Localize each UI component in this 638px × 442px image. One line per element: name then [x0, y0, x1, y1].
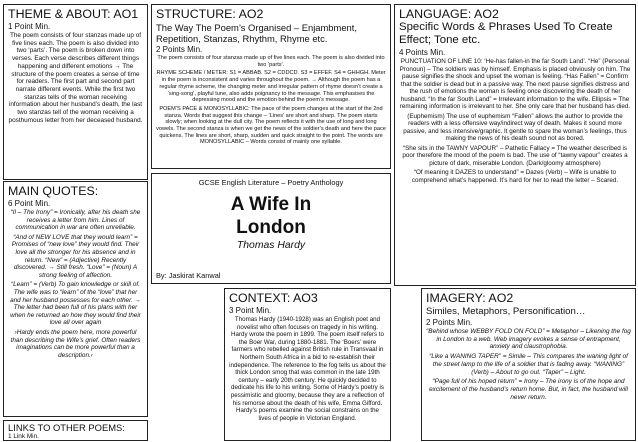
context-points: 3 Point Min. — [229, 306, 272, 315]
theme-body — [8, 32, 143, 124]
title-panel — [151, 173, 391, 284]
imagery-panel — [421, 288, 636, 441]
structure-title: STRUCTURE: AO2 — [156, 7, 264, 21]
theme-paragraph: The poem consists of four stanzas made up of five lines each. The poem is also divided into two ‘parts’. The poem is broken down into verses. Each verse describes different things happening and different emotions → The structure of the poem creates a sense of time for readers. The first part and second part narrate different events. While the first two stanzas tells of the woman receiving information about her husband’s death, the last two stanzas tell of the woman receiving a posthumous letter from her deceased husband. — [8, 32, 143, 124]
context-panel — [224, 288, 391, 441]
quotes-title: MAIN QUOTES: — [8, 184, 99, 198]
imagery-title: IMAGERY: AO2 — [426, 291, 514, 305]
structure-points: 2 Points Min. — [156, 45, 203, 54]
links-title: LINKS TO OTHER POEMS: — [8, 422, 125, 433]
author-credit: By: Jaskirat Kanwal — [156, 271, 221, 280]
course-label: GCSE English Literature – Poetry Anthology — [198, 178, 344, 187]
context-title: CONTEXT: AO3 — [229, 291, 318, 305]
structure-subtitle: The Way The Poem’s Organised – Enjambment, Repetition, Stanzas, Rhythm, Rhyme etc. — [156, 22, 357, 44]
imagery-points: 2 Points Min. — [426, 318, 473, 327]
language-paragraph: PUNCTUATION OF LINE 10: ‘He-has fallen-in the far South Land’. “He” (Personal Pronoun) – The soldiers was by himself. Emphasis is placed obviously on him. The pause signifies the shock and upset the woman is feeling. “Has Fallen” = Confirm that the soldier is dead but in a passive way. The next pause signifies distress and the rush of emotions the woman is feeling once discovering the death of her husband. “In the far South Land” = Irrelevant information to the wife. Ellipsis = The remaining information is irrelevant to her. She only care that her husband has died. — [399, 58, 631, 110]
imagery-subtitle: Similes, Metaphors, Personification… — [426, 306, 586, 317]
quotes-points: 6 Point Min. — [8, 199, 51, 208]
imagery-paragraph: “Page full of his hoped return” = Irony – The irony is of the hope and excitement of the husband’s return home. But, in fact, the husband will never return. — [429, 378, 628, 401]
context-body — [229, 316, 386, 422]
quotes-panel — [3, 181, 148, 417]
language-body — [399, 58, 631, 184]
theme-points: 1 Point Min. — [8, 22, 51, 31]
language-subtitle: Specific Words & Phrases Used To Create Effect; Tone etc. — [399, 21, 613, 46]
imagery-paragraph: “Like a WANING TAPER” = Simile – This compares the waning light of the street lamp to the life of a soldier that is fading away. “WANING” (Verb) – About to go out. “Taper” – Light. — [429, 353, 628, 376]
language-paragraph: “Of meaning it DAZES to understand” = Dazes (Verb) – Wife is unable to comprehend what’s happened. It’s hard for her to read the letter – Scared. — [411, 169, 619, 184]
context-paragraph: Thomas Hardy (1940-1928) was an English poet and novelist who often focuses on tragedy in his writing. Hardy wrote the poem in 1899. The poem itself refers to the Boer War, during 1880-1881. The ‘Boers’ were farmers who rebelled against British rule in Transvaal in Northern South Africa in a bid to re-establish their independence. The reference to the fog tells us about the thick London smog that was common in the late 19th century – early 20th century. He quickly decided to dedicate his life to his writing. Some of Hardy’s poetry is pessimistic and gloomy, because they are a reflection of his remorse about the death of his wife, Emma Gifford. Hardy’s poems examine the social constrains on the lives of people in Victorian England. — [229, 316, 386, 422]
language-panel — [394, 4, 636, 286]
structure-panel — [151, 4, 391, 169]
structure-paragraph: POEM’S PACE & MONOSYLLABIC: The pace of the poem changes at the start of the 2nd stanza. Words that suggest this change – ‘Lines’ are short and sharp. The poem starts slowly; when looking at the dull city. The poem reflects it with the use of long and long vowels. The second stanza is when we get the news of the soldier’s death and here the pace quickens. The lines are short, sharp, sudden and quick straight to the point. The words are MONOSYLLABIC – Words consist of mainly one syllable. — [156, 105, 386, 146]
quote-paragraph: “Learn” = (Verb) To gain knowledge or skill of. The wife was to “learn” of the “love” that her and her husband possesses for each other. → The letter had been full of his plans with her when he returned an how they would find their love all over again — [10, 281, 141, 327]
quote-paragraph: “Il – The Irony” = Ironically, after his death she receives a letter from him. Lines of communication in war are often unreliable. — [10, 209, 141, 232]
language-paragraph: “She sits in the TAWNY VAPOUR” – Pathetic Fallacy = The weather described is poor therefore the mood of the poem is bad. The use of “tawny vapour” creates a picture of dark, miserable London. (Dark/gloomy atmosphere) — [402, 144, 628, 167]
imagery-paragraph: “Behind whose WEBBY FOLD ON FOLD” = Metaphor – Likening the fog in London to a web. Web imagery evokes a sense of entrapment, anxiety and claustrophobia. — [426, 328, 631, 351]
structure-paragraph: The poem consists of four stanzas made up of five lines each. The poem is also divided into two ‘parts’. — [157, 55, 385, 68]
quote-paragraph: ›Hardy ends the poem here, more powerful than describing the Wife’s grief. Often readers imaginations can be more powerful than a description.‹ — [10, 328, 141, 359]
theme-panel — [3, 4, 148, 180]
links-panel — [3, 420, 148, 441]
links-points: 1 Link Min. — [8, 433, 39, 440]
imagery-body — [426, 328, 631, 401]
poem-title: A Wife In London — [230, 194, 312, 238]
language-title: LANGUAGE: AO2 — [399, 7, 499, 21]
quotes-body — [8, 209, 143, 359]
language-points: 4 Points Min. — [399, 48, 446, 57]
language-paragraph: (Euphemism) The use of euphemism “Fallen” allows the author to provide the readers with a less offensive way/indirect way of death. Makes it sound more passive, and less intensive/graphic. It gentle to spare the woman’s feelings, thus making the news of his death sound not as bored. — [403, 112, 627, 142]
structure-body — [156, 55, 386, 146]
poem-author: Thomas Hardy — [236, 240, 306, 251]
quote-paragraph: “And of NEW LOVE that they would learn” = Promises of “new love” they would find. Their love all the stronger for his absence and in return. “New” = (Adjective) Recently discovered. → Still fresh. “Love” = (Noun) A strong feeling of affection. — [11, 233, 140, 279]
structure-paragraph: RHYME SCHEME / METER: S1 = ABBAB. S2 = CDDCD. S3 = EFFEF. S4 = GHHGH. Meter in the poem is inconsistent and varies throughout the poem. → Although the poem has a regular rhyme scheme, the changing meter and irregular pattern of rhyme doesn’t create a ‘sing-song’, playful tune, also adds poignancy to the message. This emphasises the depressing mood and the emotion behind the poem’s message. — [156, 70, 386, 104]
theme-title: THEME & ABOUT: AO1 — [8, 7, 139, 21]
